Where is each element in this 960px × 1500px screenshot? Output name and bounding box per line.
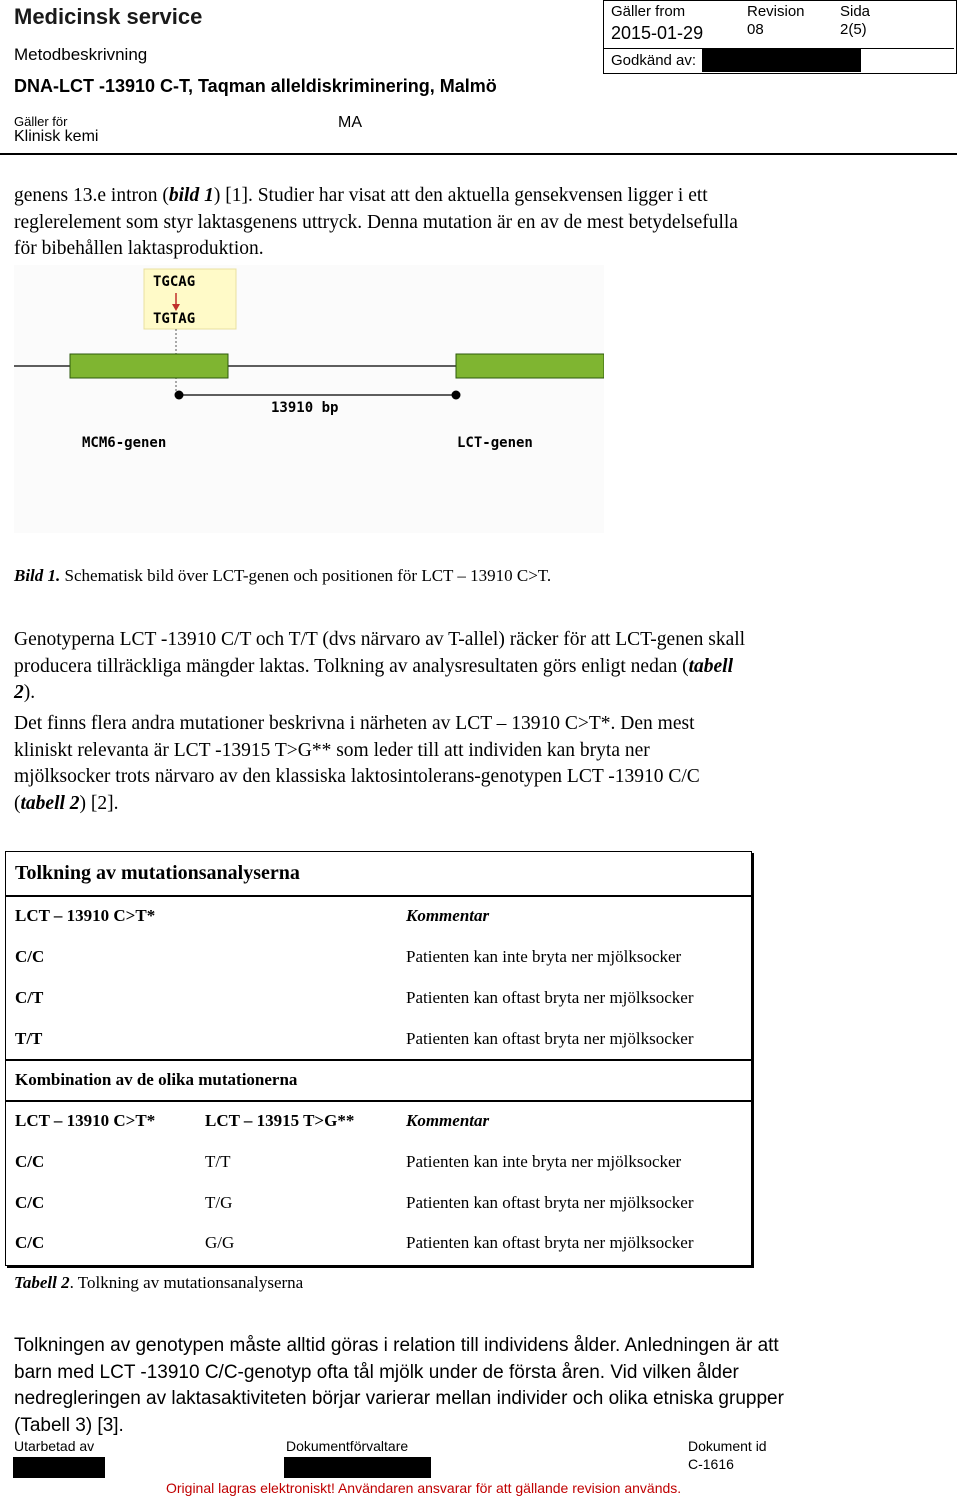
para3-open: ( — [14, 792, 21, 814]
intro-line-3: för bibehållen laktasproduktion. — [14, 238, 264, 259]
sida-label: Sida — [840, 3, 871, 20]
ma-label: MA — [338, 114, 362, 131]
sec2-row-2-g2: T/G — [205, 1193, 233, 1212]
header-divider — [0, 153, 957, 155]
sec2-title: Kombination av de olika mutationerna — [15, 1070, 298, 1089]
sec2-row-1-g1: C/C — [15, 1152, 45, 1171]
galler-for-value: Klinisk kemi — [14, 128, 99, 145]
interpretation-table — [5, 851, 752, 1266]
sec1-row-3-comment: Patienten kan oftast bryta ner mjölksocker — [406, 1029, 694, 1048]
para2-ref-tabell: tabell — [688, 655, 734, 677]
para2-line-3: ). — [23, 682, 36, 703]
redacted-approver — [702, 49, 861, 72]
para4-line-4: (Tabell 3) [3]. — [14, 1414, 124, 1436]
galler-from-value: 2015-01-29 — [611, 23, 704, 43]
para3-line-1: Det finns flera andra mutationer beskrivna i närheten av LCT – 13910 C>T*. Den mest — [14, 713, 695, 734]
gene-figure — [14, 265, 604, 533]
sec2-header-13915: LCT – 13915 T>G** — [205, 1111, 355, 1130]
caption-label: Bild 1. — [14, 566, 61, 585]
footer-dokid-label: Dokument id — [688, 1438, 767, 1454]
para4-line-1: Tolkningen av genotypen måste alltid göras i relation till individens ålder. Anledningen är att — [14, 1335, 779, 1356]
para4-line-2: barn med LCT -13910 C/C-genotyp ofta tål mjölk under de första åren. Vid vilken ålder — [14, 1361, 739, 1383]
footer-forvaltare-label: Dokumentförvaltare — [286, 1438, 409, 1454]
intro-text-a: genens 13.e intron ( — [14, 185, 169, 206]
sec2-row-3-comment: Patienten kan oftast bryta ner mjölksocker — [406, 1233, 694, 1252]
intro-line-2: reglerelement som styr laktasgenens uttryck. Denna mutation är en av de mest betydelsefulla — [14, 211, 738, 233]
revision-label: Revision — [747, 3, 805, 20]
lct-exon — [456, 354, 604, 378]
footer-notice: Original lagras elektroniskt! Användaren ansvarar för att gällande revision används. — [166, 1480, 682, 1496]
para2-line-1: Genotyperna LCT -13910 C/T och T/T (dvs närvaro av T-allel) räcker för att LCT-genen skall — [14, 629, 746, 650]
table-caption — [14, 1273, 303, 1293]
figure-caption — [14, 566, 551, 586]
doc-type: Metodbeskrivning — [14, 45, 148, 64]
intro-text-c: ) [1]. Studier har visat att den aktuella gensekvensen ligger i ett — [213, 185, 708, 206]
gene-label-lct: LCT-genen — [457, 435, 533, 451]
sequence-bottom: TGTAG — [153, 311, 196, 327]
sec1-row-2-genotype: C/T — [15, 988, 44, 1007]
caption-text: Schematisk bild över LCT-genen och positionen för LCT – 13910 C>T. — [60, 566, 552, 585]
doc-title: DNA-LCT -13910 C-T, Taqman alleldiskriminering, Malmö — [14, 76, 497, 96]
genotype-paragraph — [14, 627, 944, 707]
footer-dokid-value: C-1616 — [688, 1456, 734, 1472]
galler-from-label: Gäller from — [611, 3, 686, 20]
para3-ref-tabell: tabell 2 — [20, 792, 80, 814]
gene-diagram — [14, 265, 604, 533]
sec2-header-13910: LCT – 13910 C>T* — [15, 1111, 156, 1130]
revision-value: 08 — [747, 21, 764, 38]
sequence-top: TGCAG — [153, 274, 196, 290]
galler-for-label: Gäller för — [14, 114, 68, 129]
sida-value: 2(5) — [840, 21, 867, 38]
redacted-manager — [284, 1457, 431, 1478]
sec1-header-comment: Kommentar — [406, 906, 490, 925]
table-title: Tolkning av mutationsanalyserna — [15, 862, 300, 884]
mutation-paragraph — [14, 711, 944, 817]
para2-ref-num: 2 — [14, 682, 24, 703]
sec1-header-genotype: LCT – 13910 C>T* — [15, 906, 156, 925]
para2-line-2: producera tillräckliga mängder laktas. Tolkning av analysresultaten görs enligt nedan ( — [14, 655, 689, 677]
gene-label-mcm6: MCM6-genen — [82, 435, 167, 451]
sec1-row-2-comment: Patienten kan oftast bryta ner mjölksocker — [406, 988, 694, 1007]
footer-utarbetad-label: Utarbetad av — [14, 1438, 95, 1454]
table-rule-3 — [6, 1100, 751, 1102]
table-caption-text: . Tolkning av mutationsanalyserna — [69, 1273, 304, 1292]
godkand-label: Godkänd av: — [611, 52, 697, 69]
intro-ref-bild: bild 1 — [168, 185, 214, 206]
mcm6-exon — [70, 354, 228, 378]
table-rule-2 — [6, 1059, 751, 1061]
org-name: Medicinsk service — [14, 4, 203, 29]
sec2-row-3-g2: G/G — [205, 1233, 235, 1252]
sec1-row-3-genotype: T/T — [15, 1029, 43, 1048]
sec2-row-2-comment: Patienten kan oftast bryta ner mjölksocker — [406, 1193, 694, 1212]
sec2-row-3-g1: C/C — [15, 1233, 45, 1252]
intro-paragraph — [14, 183, 944, 263]
sec2-row-2-g1: C/C — [15, 1193, 45, 1212]
sec2-header-comment: Kommentar — [406, 1111, 490, 1130]
redacted-author — [13, 1457, 105, 1478]
para4-line-3: nedregleringen av laktasaktiviteten börjar varierar mellan individer och olika etniska grupper — [14, 1388, 784, 1409]
distance-end-dot — [452, 391, 461, 400]
table-caption-label: Tabell 2 — [14, 1273, 70, 1292]
para3-line-2: kliniskt relevanta är LCT -13915 T>G** som leder till att individen kan bryta ner — [14, 739, 650, 761]
sec1-row-1-comment: Patienten kan inte bryta ner mjölksocker — [406, 947, 682, 966]
sec1-row-1-genotype: C/C — [15, 947, 45, 966]
sec2-row-1-comment: Patienten kan inte bryta ner mjölksocker — [406, 1152, 682, 1171]
sec2-row-1-g2: T/T — [205, 1152, 231, 1171]
distance-label: 13910 bp — [271, 400, 339, 416]
table-rule-1 — [6, 895, 751, 897]
para3-close: ) [2]. — [79, 792, 119, 814]
age-paragraph — [14, 1333, 954, 1439]
distance-start-dot — [175, 391, 184, 400]
para3-line-3: mjölksocker trots närvaro av den klassiska laktosintolerans-genotypen LCT -13910 C/C — [14, 766, 700, 787]
